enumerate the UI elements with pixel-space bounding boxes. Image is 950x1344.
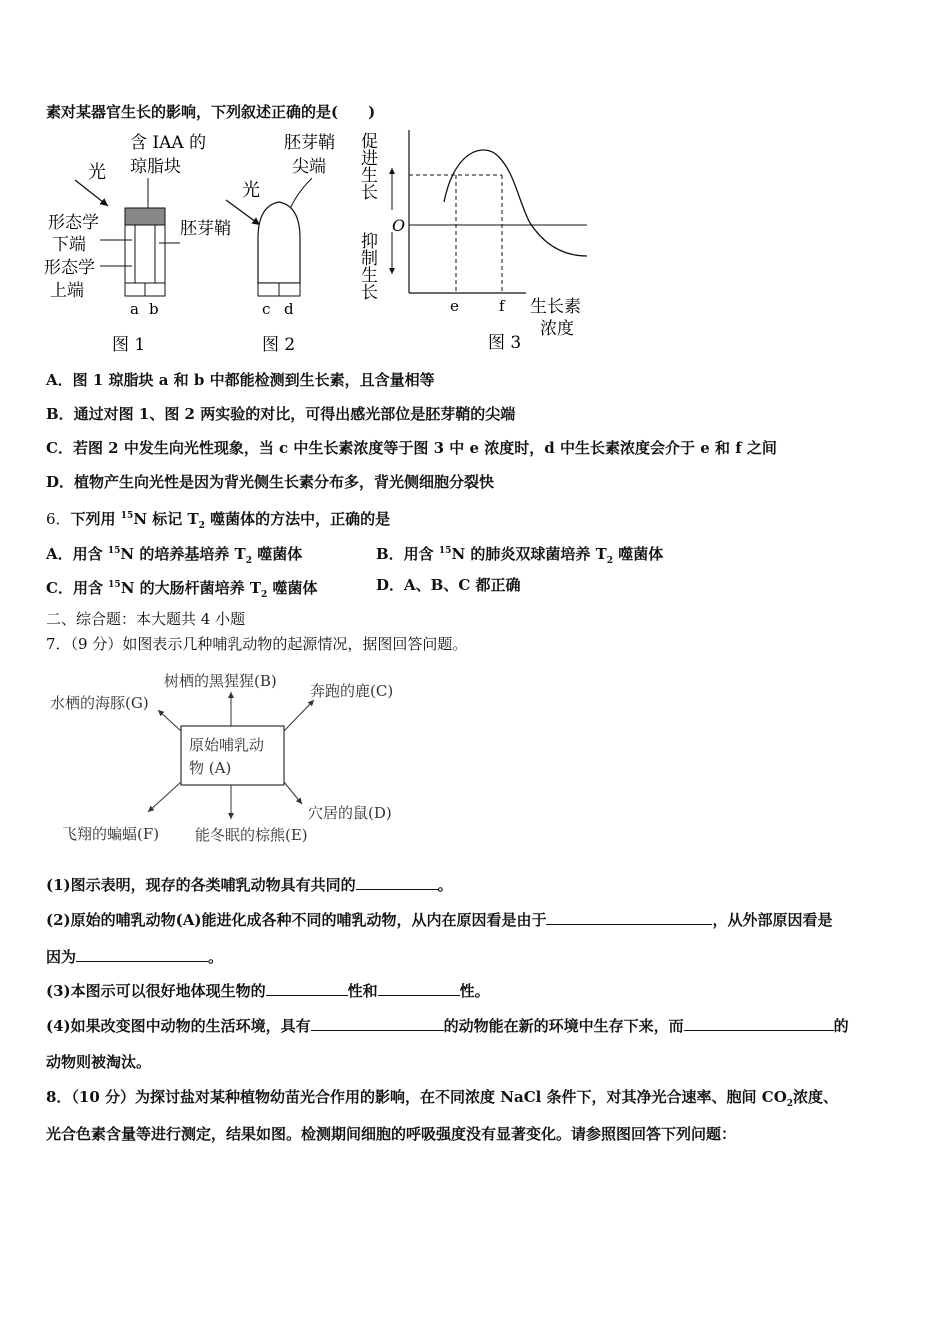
q6-option-a: A．用含 $^{15}$N 的培养基培养 $T_2$ 噬菌体 [46, 545, 303, 566]
fig1-agar-label-bottom: 琼脂块 [130, 157, 181, 177]
blank-2b[interactable] [76, 947, 208, 962]
center-label-1: 原始哺乳动 [189, 736, 265, 754]
blank-4b[interactable] [684, 1016, 834, 1031]
q6-option-d: D．A、B、C 都正确 [376, 576, 521, 594]
fig3-caption: 图 3 [488, 333, 522, 353]
fig3-f-label: f [499, 297, 505, 315]
blank-4a[interactable] [311, 1016, 444, 1031]
fig2-agar-c [258, 283, 279, 296]
center-label-2: 物 (A) [189, 759, 232, 777]
fig1-coleoptile-segment [125, 225, 165, 283]
fig1-b-label: b [149, 300, 159, 318]
fig3-inhibit-label: 抑制生长 [357, 232, 377, 300]
q6-option-b: B．用含 $^{15}$N 的肺炎双球菌培养 $T_2$ 噬菌体 [376, 545, 664, 566]
q6-option-c: C．用含 $^{15}$N 的大肠杆菌培养 $T_2$ 噬菌体 [46, 579, 318, 600]
fig1-agar-b [145, 283, 165, 296]
q7-part-1: (1)图示表明，现存的各类哺乳动物具有共同的 。 [46, 876, 453, 894]
fig3-response-curve [444, 150, 587, 256]
label-c-deer: 奔跑的鹿(C) [310, 682, 394, 700]
fig2-tip-label-1: 胚芽鞘 [284, 133, 335, 153]
fig3-promote-label: 促进生长 [357, 132, 377, 200]
q8-line-2: 光合色素含量等进行测定，结果如图。检测期间细胞的呼吸强度没有显著变化。请参照图回答下列问题： [46, 1125, 737, 1143]
fig2-coleoptile [258, 202, 300, 283]
fig1-coleoptile-label-1: 胚芽鞘 [180, 219, 231, 239]
fig1-morph-lower-1: 形态学 [48, 213, 99, 233]
q6-number: 6． [46, 510, 71, 528]
fig2-d-label: d [284, 300, 294, 318]
blank-2a[interactable] [546, 910, 712, 925]
q7-part-2-cont: 因为 。 [46, 948, 224, 966]
q5-option-c: C．若图 2 中发生向光性现象，当 c 中生长素浓度等于图 3 中 e 浓度时，d 中生长素浓度会介于 e 和 f 之间 [46, 439, 777, 457]
fig1-agar-label-top: 含 IAA 的 [130, 133, 207, 153]
arrow-to-d [284, 782, 302, 804]
arrow-to-c [284, 700, 314, 731]
blank-3b[interactable] [378, 981, 460, 996]
fig1-light-label: 光 [88, 162, 106, 183]
fig1-light-arrow [75, 180, 108, 206]
arrow-to-f [148, 782, 181, 812]
fig2-agar-d [279, 283, 300, 296]
q7-part-4-cont: 动物则被淘汰。 [46, 1053, 152, 1071]
fig1-a-label: a [130, 300, 139, 318]
q7-part-2: (2)原始的哺乳动物(A)能进化成各种不同的哺乳动物，从内在原因看是由于 ，从外部原因看是 [46, 911, 833, 929]
q8-line-1: 8．（10 分）为探讨盐对某种植物幼苗光合作用的影响，在不同浓度 NaCl 条件下，对其净光合速率、胞间 $CO_2$浓度、 [46, 1088, 839, 1109]
mammal-radiation-diagram [46, 664, 426, 854]
q6-stem [46, 506, 390, 536]
fig3-e-label: e [450, 297, 459, 315]
arrow-to-g [158, 710, 181, 731]
fig2-light-arrow [226, 200, 260, 225]
fig3-origin-label: O [392, 216, 406, 235]
q7-part-3: (3)本图示可以很好地体现生物的 性和 性。 [46, 982, 490, 1000]
label-e-bear: 能冬眠的棕熊(E) [195, 826, 308, 844]
fig1-caption: 图 1 [112, 335, 146, 355]
q5-option-d: D．植物产生向光性是因为背光侧生长素分布多，背光侧细胞分裂快 [46, 473, 495, 491]
intro-line: 素对某器官生长的影响，下列叙述正确的是( ) [46, 103, 376, 121]
fig2-c-label: c [262, 300, 271, 318]
fig3-x-label-1: 生长素 [530, 297, 581, 317]
auxin-figures [40, 128, 600, 358]
fig1-morph-upper-2: 上端 [50, 281, 84, 301]
fig1-iaa-agar-block [125, 208, 165, 225]
fig1-agar-a [125, 283, 145, 296]
label-d-mouse: 穴居的鼠(D) [308, 804, 392, 822]
q5-option-b: B．通过对图 1、图 2 两实验的对比，可得出感光部位是胚芽鞘的尖端 [46, 405, 516, 423]
fig1-morph-upper-1: 形态学 [44, 258, 95, 278]
label-g-dolphin: 水栖的海豚(G) [50, 694, 149, 712]
q7-stem: 7．（9 分）如图表示几种哺乳动物的起源情况，据图回答问题。 [46, 635, 468, 653]
label-b-chimpanzee: 树栖的黑猩猩(B) [164, 672, 277, 690]
q5-option-a: A．图 1 琼脂块 a 和 b 中都能检测到生长素，且含量相等 [46, 371, 435, 389]
label-f-bat: 飞翔的蝙蝠(F) [62, 825, 160, 843]
q6-text: 下列用 $^{15}$N 标记 $T_2$ 噬菌体的方法中，正确的是 [70, 510, 391, 531]
fig3-x-label-2: 浓度 [540, 319, 574, 339]
fig2-caption: 图 2 [262, 335, 296, 355]
fig2-light-label: 光 [242, 180, 260, 201]
blank-1[interactable] [356, 875, 438, 890]
fig2-tip-label-2: 尖端 [292, 157, 326, 177]
section-2-heading: 二、综合题：本大题共 4 小题 [46, 610, 246, 628]
q7-part-4: (4)如果改变图中动物的生活环境，具有 的动物能在新的环境中生存下来，而 的 [46, 1017, 849, 1035]
blank-3a[interactable] [266, 981, 348, 996]
fig1-morph-lower-2: 下端 [52, 235, 86, 255]
